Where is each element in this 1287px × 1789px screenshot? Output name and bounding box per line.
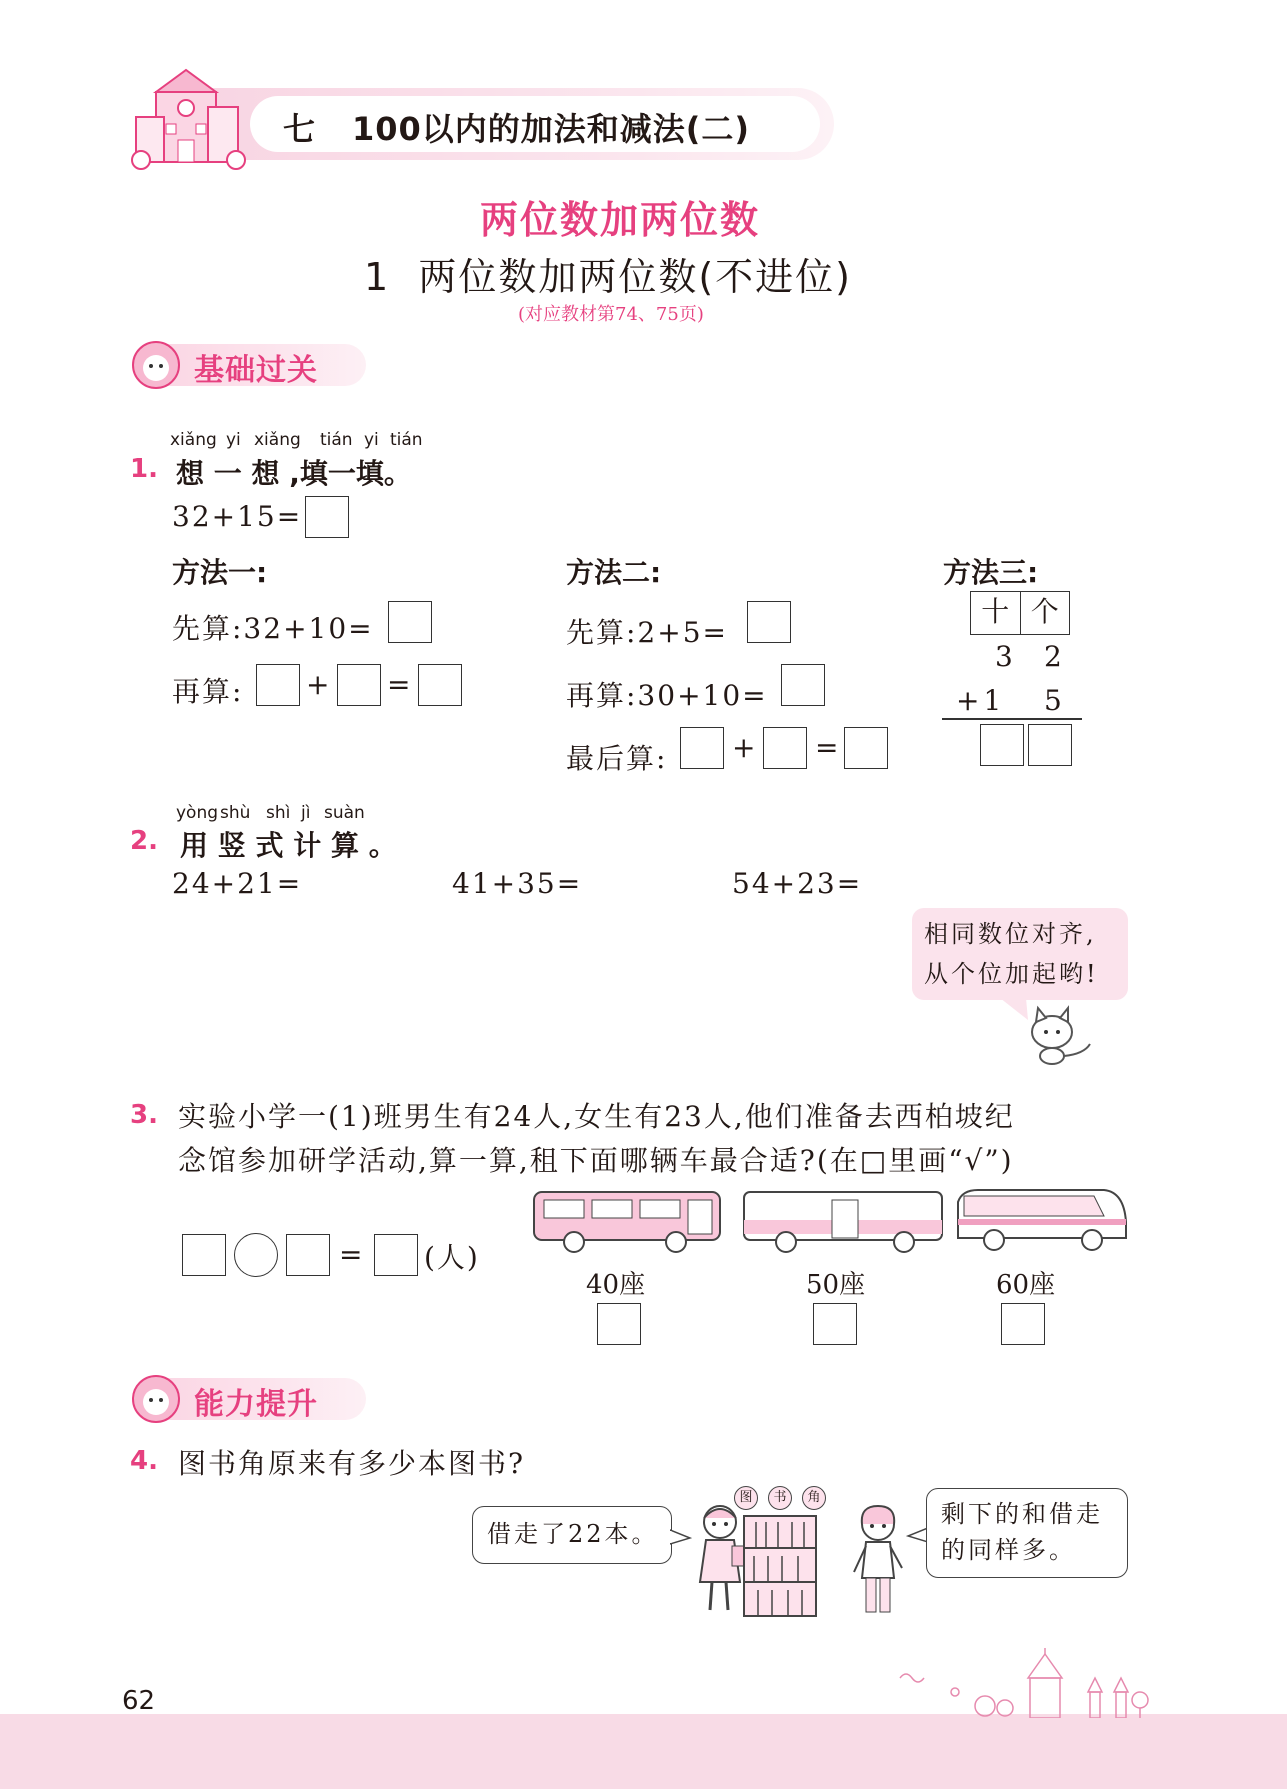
equals-sign: = — [339, 1238, 365, 1271]
answer-box[interactable] — [763, 727, 807, 769]
check-box[interactable] — [1001, 1303, 1045, 1345]
school-building-icon — [126, 62, 261, 172]
speech-tail — [906, 1526, 928, 1546]
bus-60-seat-icon — [954, 1182, 1130, 1254]
basic-badge — [130, 340, 368, 390]
answer-box[interactable] — [418, 664, 462, 706]
method1-then: 再算: — [172, 675, 244, 708]
sum-line — [942, 718, 1082, 720]
sign-char: 角 — [802, 1486, 826, 1510]
unit-label: (人) — [424, 1241, 480, 1274]
bus-capacity: 40座 — [586, 1270, 646, 1300]
tip-line: 从个位加起哟! — [924, 960, 1099, 988]
answer-box[interactable] — [182, 1234, 226, 1276]
pinyin: shù — [220, 803, 251, 823]
footer-band — [0, 1714, 1287, 1789]
answer-box[interactable] — [256, 664, 300, 706]
ones-label: 个 — [1030, 595, 1059, 628]
bus-capacity: 60座 — [996, 1270, 1056, 1300]
pinyin: yi — [364, 430, 379, 450]
shelf-sign — [734, 1486, 826, 1510]
tip-line: 相同数位对齐, — [924, 920, 1097, 948]
q3-text-line: 念馆参加研学活动,算一算,租下面哪辆车最合适?(在□里画“√”) — [178, 1144, 1014, 1177]
method1-title: 方法一: — [172, 556, 268, 589]
q2-expression: 24+21= — [172, 867, 303, 900]
chapter-title: 100以内的加法和减法(二) — [352, 110, 751, 148]
sign-char: 图 — [734, 1486, 758, 1510]
answer-box[interactable] — [337, 664, 381, 706]
textbook-reference: (对应教材第74、75页) — [518, 304, 704, 325]
bubble-text: 借走了22本。 — [487, 1520, 659, 1548]
equals-sign: = — [387, 668, 413, 701]
bus-capacity: 50座 — [806, 1270, 866, 1300]
bubble-text: 剩下的和借走 — [941, 1500, 1103, 1528]
pinyin: shì — [266, 803, 291, 823]
pinyin: xiǎng — [254, 430, 301, 450]
speech-bubble-right — [926, 1488, 1128, 1578]
answer-box[interactable] — [286, 1234, 330, 1276]
q3-text-line: 实验小学一(1)班男生有24人,女生有23人,他们准备去西柏坡纪 — [178, 1100, 1015, 1133]
pinyin: yòng — [176, 803, 219, 823]
mascot-face-icon — [130, 340, 182, 390]
question-number: 1. — [130, 454, 158, 484]
bus-40-seat-icon — [530, 1186, 726, 1254]
badge-label: 能力提升 — [194, 1387, 318, 1422]
pinyin: xiǎng — [170, 430, 217, 450]
tens-label: 十 — [971, 592, 1021, 634]
answer-box[interactable] — [747, 601, 791, 643]
plus-sign: + — [732, 731, 758, 764]
question-number: 3. — [130, 1100, 158, 1130]
answer-box[interactable] — [374, 1234, 418, 1276]
pinyin: jì — [301, 803, 311, 823]
speech-bubble-left — [472, 1506, 672, 1564]
method2-last: 最后算: — [566, 742, 668, 775]
q2-expression: 54+23= — [732, 867, 863, 900]
question-number: 4. — [130, 1446, 158, 1476]
pinyin: suàn — [324, 803, 365, 823]
bookshelf — [739, 1486, 821, 1618]
answer-box[interactable] — [781, 664, 825, 706]
check-box[interactable] — [813, 1303, 857, 1345]
vertical-digit: 3 — [995, 640, 1015, 673]
answer-box[interactable] — [680, 727, 724, 769]
question-title: 想 一 想 ,填一填。 — [176, 457, 412, 490]
bubble-text: 的同样多。 — [941, 1536, 1076, 1564]
vertical-digit: +1 — [956, 684, 1006, 717]
answer-box[interactable] — [1028, 724, 1072, 766]
vertical-digit: 5 — [1044, 684, 1064, 717]
method2-then: 再算:30+10= — [566, 679, 768, 712]
q1-expression: 32+15= — [172, 500, 303, 533]
town-silhouette-icon — [880, 1648, 1170, 1718]
check-box[interactable] — [597, 1303, 641, 1345]
vertical-digit: 2 — [1044, 640, 1064, 673]
method3-title: 方法三: — [943, 556, 1039, 589]
answer-box[interactable] — [844, 727, 888, 769]
bookshelf-icon — [742, 1514, 818, 1618]
equals-sign: = — [815, 731, 841, 764]
bus-50-seat-icon — [740, 1186, 948, 1254]
q2-expression: 41+35= — [452, 867, 583, 900]
answer-box[interactable] — [305, 496, 349, 538]
question-title: 图书角原来有多少本图书? — [178, 1447, 526, 1480]
kitten-icon — [1020, 1004, 1096, 1068]
lesson-title: 1 两位数加两位数(不进位) — [364, 255, 852, 299]
page-number: 62 — [122, 1686, 156, 1716]
operator-circle[interactable] — [234, 1233, 278, 1277]
chapter-number: 七 — [283, 110, 316, 148]
girl-standing-icon — [848, 1502, 910, 1620]
mascot-face-icon — [130, 1374, 182, 1424]
question-title: 用 竖 式 计 算 。 — [180, 829, 397, 862]
method2-title: 方法二: — [566, 556, 662, 589]
answer-box[interactable] — [388, 601, 432, 643]
pinyin: tián — [320, 430, 353, 450]
topic-title: 两位数加两位数 — [480, 198, 761, 242]
place-value-header — [970, 591, 1070, 635]
tip-bubble — [912, 908, 1128, 1000]
question-number: 2. — [130, 826, 158, 856]
pinyin: yi — [226, 430, 241, 450]
plus-sign: + — [306, 668, 332, 701]
method1-first: 先算:32+10= — [172, 612, 374, 645]
method2-first: 先算:2+5= — [566, 616, 728, 649]
pinyin: tián — [390, 430, 423, 450]
sign-char: 书 — [768, 1486, 792, 1510]
ability-badge — [130, 1374, 368, 1424]
badge-label: 基础过关 — [194, 353, 318, 388]
answer-box[interactable] — [980, 724, 1024, 766]
